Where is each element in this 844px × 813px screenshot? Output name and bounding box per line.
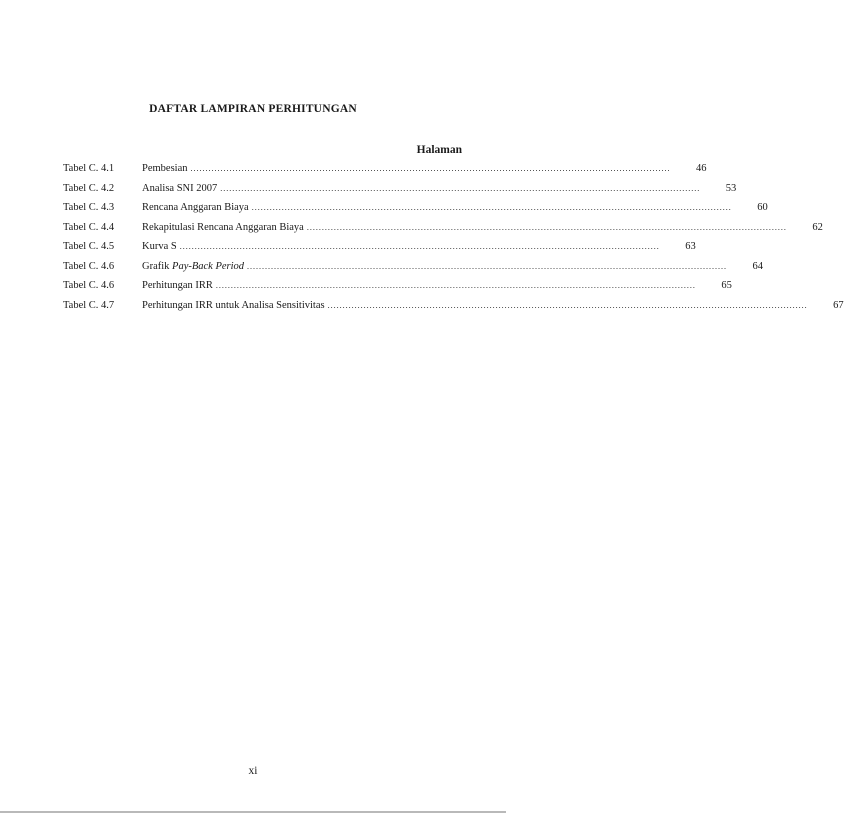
dot-leader: ................................................................................................................................................................ [179,242,660,251]
table-title: Rencana Anggaran Biaya [142,202,249,213]
appendix-list [63,163,844,319]
table-number: Tabel C. 4.1 [63,163,115,174]
entry-title-wrap [142,222,793,233]
page-ref: 46 [696,163,707,174]
list-item [63,182,737,203]
page-ref: 60 [757,202,768,213]
list-item [63,241,696,261]
list-item [63,260,764,281]
entry-title-wrap [142,163,677,174]
table-title-italic: Pay-Back Period [172,260,245,272]
table-title: Pembesian [142,163,188,174]
dot-leader: ................................................................................................................................................................ [215,281,696,290]
entry-title-wrap [142,300,814,311]
dot-leader: ................................................................................................................................................................ [251,203,732,212]
table-title: Perhitungan IRR [142,280,213,291]
dot-leader: ................................................................................................................................................................ [190,164,671,173]
page-ref: 62 [812,221,823,233]
entry-title-wrap [142,261,733,272]
table-title-prefix: Grafik [142,260,173,272]
dot-leader: ................................................................................................................................................................ [327,300,808,310]
page-number: xi [248,765,258,777]
entry-title-wrap [142,202,738,213]
list-item [63,280,732,300]
table-number: Tabel C. 4.4 [63,221,115,233]
table-title: Kurva S [142,241,177,252]
entry-title-wrap [142,241,666,252]
dot-leader: ................................................................................................................................................................ [247,261,728,271]
list-item [63,299,844,320]
table-title: Analisa SNI 2007 [142,182,218,194]
page-column-header: Halaman [416,144,462,156]
page-ref: 53 [725,182,737,194]
table-title: Rekapitulasi Rencana Anggaran Biaya [142,221,304,233]
list-item [63,202,768,222]
table-number: Tabel C. 4.2 [63,182,115,194]
table-number: Tabel C. 4.3 [63,202,115,213]
table-number: Tabel C. 4.6 [63,280,115,291]
table-title [142,261,244,272]
page-ref: 64 [752,260,764,272]
table-number: Tabel C. 4.5 [63,241,115,252]
list-item [63,221,823,242]
page-ref: 63 [685,241,696,252]
dot-leader: ................................................................................................................................................................ [306,222,787,232]
dot-leader: ................................................................................................................................................................ [220,183,701,193]
page-ref: 67 [833,299,844,311]
list-item [63,163,707,183]
table-number: Tabel C. 4.6 [63,260,115,272]
page-ref: 65 [721,280,732,291]
page-title: DAFTAR LAMPIRAN PERHITUNGAN [149,103,357,115]
table-title: Perhitungan IRR untuk Analisa Sensitivitas [142,299,325,311]
entry-title-wrap [142,183,706,194]
entry-title-wrap [142,280,702,291]
table-number: Tabel C. 4.7 [63,299,115,311]
